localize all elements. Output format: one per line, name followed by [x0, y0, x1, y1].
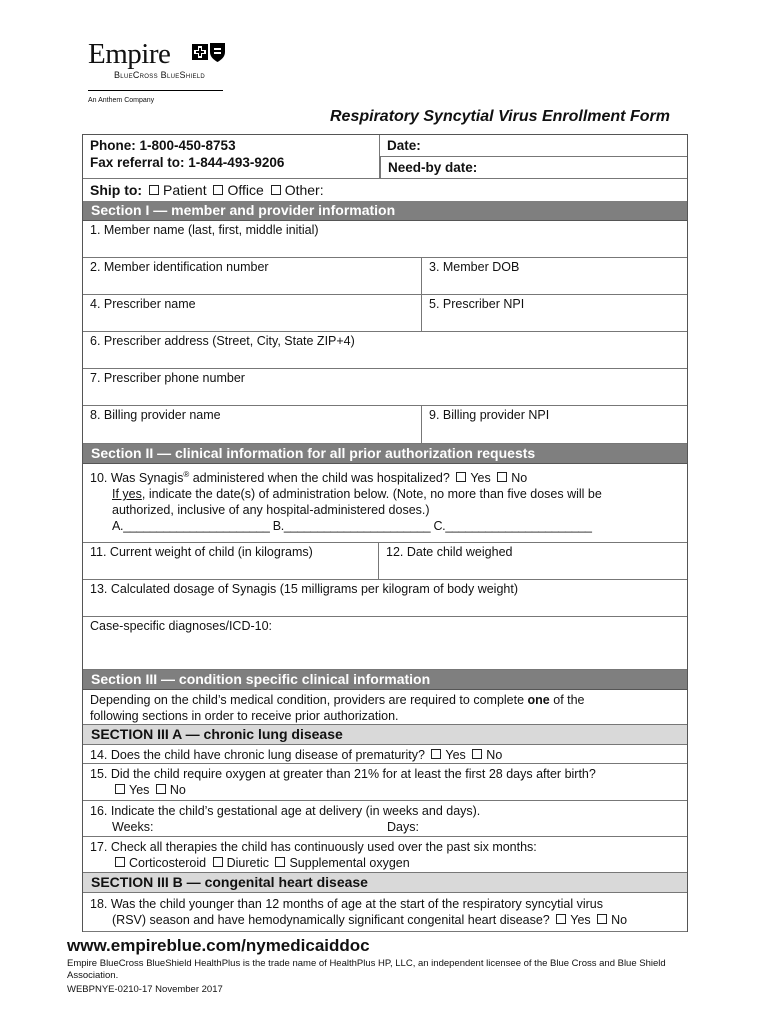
footer-url[interactable]: www.empireblue.com/nymedicaiddoc: [67, 936, 370, 955]
enrollment-form: [82, 134, 688, 932]
billing-npi-field[interactable]: 9. Billing provider NPI: [421, 406, 687, 443]
member-dob-field[interactable]: 3. Member DOB: [421, 258, 687, 294]
intro-text: Depending on the child’s medical condition, providers are required to complete: [90, 693, 528, 707]
q18-text: 18. Was the child younger than 12 months of age at the start of the respiratory syncytial virus: [90, 897, 603, 911]
q15-row: [83, 764, 687, 801]
ship-office-checkbox[interactable]: [213, 185, 223, 195]
q18-yes-checkbox[interactable]: [556, 914, 566, 924]
prescriber-row: [83, 295, 687, 332]
q14-block: [83, 745, 687, 763]
dosage-row: [83, 580, 687, 617]
phone-number: Phone: 1-800-450-8753: [90, 138, 236, 153]
fax-number: Fax referral to: 1-844-493-9206: [90, 155, 285, 170]
supplemental-oxygen-label: Supplemental oxygen: [289, 856, 410, 870]
q18-text-2: [90, 912, 680, 928]
q10-sup: ®: [183, 470, 190, 479]
logo-tagline: An Anthem Company: [88, 97, 155, 104]
intro-bold: one: [527, 693, 550, 707]
q14-no-label: No: [486, 748, 503, 762]
q18-yes-label: Yes: [570, 913, 591, 927]
dosage-field[interactable]: 13. Calculated dosage of Synagis (15 milligrams per kilogram of body weight): [90, 582, 518, 596]
days-field[interactable]: Days:: [387, 820, 419, 834]
q17-options: [90, 855, 680, 871]
cross-icon: [192, 42, 208, 62]
q14-yes-checkbox[interactable]: [431, 749, 441, 759]
logo-subtitle: BlueCross BlueShield: [114, 70, 206, 80]
ship-to-label: Ship to:: [90, 182, 143, 198]
corticosteroid-label: Corticosteroid: [129, 856, 207, 870]
diagnoses-row: [83, 617, 687, 670]
section-2-header: Section II — clinical information for all prior authorization requests: [83, 444, 687, 464]
section-3b-header: SECTION III B — congenital heart disease: [83, 873, 687, 893]
weeks-field[interactable]: Weeks:: [112, 820, 154, 834]
billing-row: [83, 406, 687, 444]
q14-yes-label: Yes: [445, 748, 466, 762]
billing-name-field[interactable]: 8. Billing provider name: [90, 408, 221, 422]
ship-to-options: [83, 180, 331, 200]
corticosteroid-checkbox[interactable]: [115, 857, 125, 867]
q18-text-b: (RSV) season and have hemodynamically significant congenital heart disease?: [112, 913, 550, 927]
q10-note2: authorized, inclusive of any hospital-administered doses.): [112, 503, 430, 518]
q16-block: [83, 801, 687, 836]
member-id-field[interactable]: 2. Member identification number: [90, 260, 269, 274]
prescriber-address-field[interactable]: 6. Prescriber address (Street, City, State ZIP+4): [90, 334, 355, 348]
date-field[interactable]: Date:: [380, 135, 687, 157]
prescriber-npi-field[interactable]: 5. Prescriber NPI: [421, 295, 687, 331]
needby-date-field[interactable]: Need-by date:: [380, 157, 687, 178]
section-1-header: Section I — member and provider information: [83, 201, 687, 221]
q10-row: [83, 464, 687, 543]
q10-note-text: , indicate the date(s) of administration below. (Note, no more than five doses will be: [141, 487, 602, 502]
diuretic-label: Diuretic: [226, 856, 269, 870]
prescriber-phone-field[interactable]: 7. Prescriber phone number: [90, 371, 245, 385]
q15-no-label: No: [169, 783, 186, 797]
prescriber-name-field[interactable]: 4. Prescriber name: [90, 297, 196, 311]
footer-form-id: WEBPNYE-0210-17 November 2017: [67, 984, 223, 995]
q16-text: 16. Indicate the child’s gestational age at delivery (in weeks and days).: [90, 804, 481, 818]
q10-yes-checkbox[interactable]: [456, 472, 466, 482]
weight-row: [83, 543, 687, 580]
q17-text: 17. Check all therapies the child has continuously used over the past six months:: [90, 840, 537, 854]
logo-marks: [192, 42, 225, 62]
ship-office-label: Office: [227, 182, 264, 198]
q17-row: [83, 837, 687, 873]
logo-brand: Empire: [88, 38, 171, 70]
diagnoses-field[interactable]: Case-specific diagnoses/ICD-10:: [90, 619, 273, 633]
q16-row: [83, 801, 687, 837]
q15-no-checkbox[interactable]: [156, 784, 166, 794]
intro-line-2: following sections in order to receive prior authorization.: [90, 709, 399, 723]
q18-no-label: No: [611, 913, 628, 927]
form-title: Respiratory Syncytial Virus Enrollment Form: [330, 108, 670, 125]
contact-block: [83, 135, 379, 178]
empire-logo: [88, 38, 206, 104]
q15-text: 15. Did the child require oxygen at greater than 21% for at least the first 28 days after birth?: [90, 767, 596, 781]
q14-text: 14. Does the child have chronic lung disease of prematurity?: [90, 748, 425, 762]
intro-text-b: of the: [549, 693, 585, 707]
q15-options: [90, 782, 680, 798]
ship-other-checkbox[interactable]: [271, 185, 281, 195]
prescriber-phone-row: [83, 369, 687, 406]
q10-date-blanks[interactable]: A.______________________ B.______________________ C.______________________: [112, 519, 592, 534]
date-weighed-field[interactable]: 12. Date child weighed: [378, 543, 687, 579]
q10-text: 10. Was Synagis: [90, 471, 184, 486]
q10-text-b: administered when the child was hospitalized?: [189, 471, 450, 486]
ship-patient-checkbox[interactable]: [149, 185, 159, 195]
q18-block: [83, 893, 687, 931]
footer-note: Empire BlueCross BlueShield HealthPlus is the trade name of HealthPlus HP, LLC, an independent licensee of the Blue Cross and Blue Shield Association.: [67, 958, 666, 981]
q14-no-checkbox[interactable]: [472, 749, 482, 759]
section-3a-header: SECTION III A — chronic lung disease: [83, 725, 687, 745]
q15-yes-checkbox[interactable]: [115, 784, 125, 794]
q10-no-checkbox[interactable]: [497, 472, 507, 482]
q10-note: [90, 486, 680, 502]
q16-fields: [90, 819, 680, 835]
section-3-intro: [83, 690, 687, 724]
q10-question: [90, 467, 680, 486]
q14-row: [83, 745, 687, 764]
member-id-row: [83, 258, 687, 295]
ship-to-row: [83, 178, 687, 201]
member-name-row: [83, 221, 687, 258]
q15-block: [83, 764, 687, 800]
ship-patient-label: Patient: [163, 182, 207, 198]
prescriber-address-row: [83, 332, 687, 369]
header-contact-row: [83, 135, 687, 178]
weight-field[interactable]: 11. Current weight of child (in kilograms): [90, 545, 313, 559]
shield-icon: [210, 42, 225, 62]
logo-divider: [88, 90, 223, 91]
q10-block: [83, 464, 687, 542]
section-3-intro-row: [83, 690, 687, 725]
intro-line-1: [90, 692, 680, 708]
q18-row: [83, 893, 687, 932]
q10-ifyes: If yes: [112, 487, 142, 502]
ship-other-label: Other:: [284, 182, 324, 198]
diuretic-checkbox[interactable]: [213, 857, 223, 867]
member-name-field[interactable]: 1. Member name (last, first, middle initial): [90, 223, 319, 237]
q15-yes-label: Yes: [129, 783, 150, 797]
q10-yes-label: Yes: [470, 471, 491, 486]
section-3-header: Section III — condition specific clinical information: [83, 670, 687, 690]
supplemental-oxygen-checkbox[interactable]: [275, 857, 285, 867]
q10-no-label: No: [511, 471, 528, 486]
q17-block: [83, 837, 687, 872]
q18-no-checkbox[interactable]: [597, 914, 607, 924]
date-block: [379, 135, 687, 178]
